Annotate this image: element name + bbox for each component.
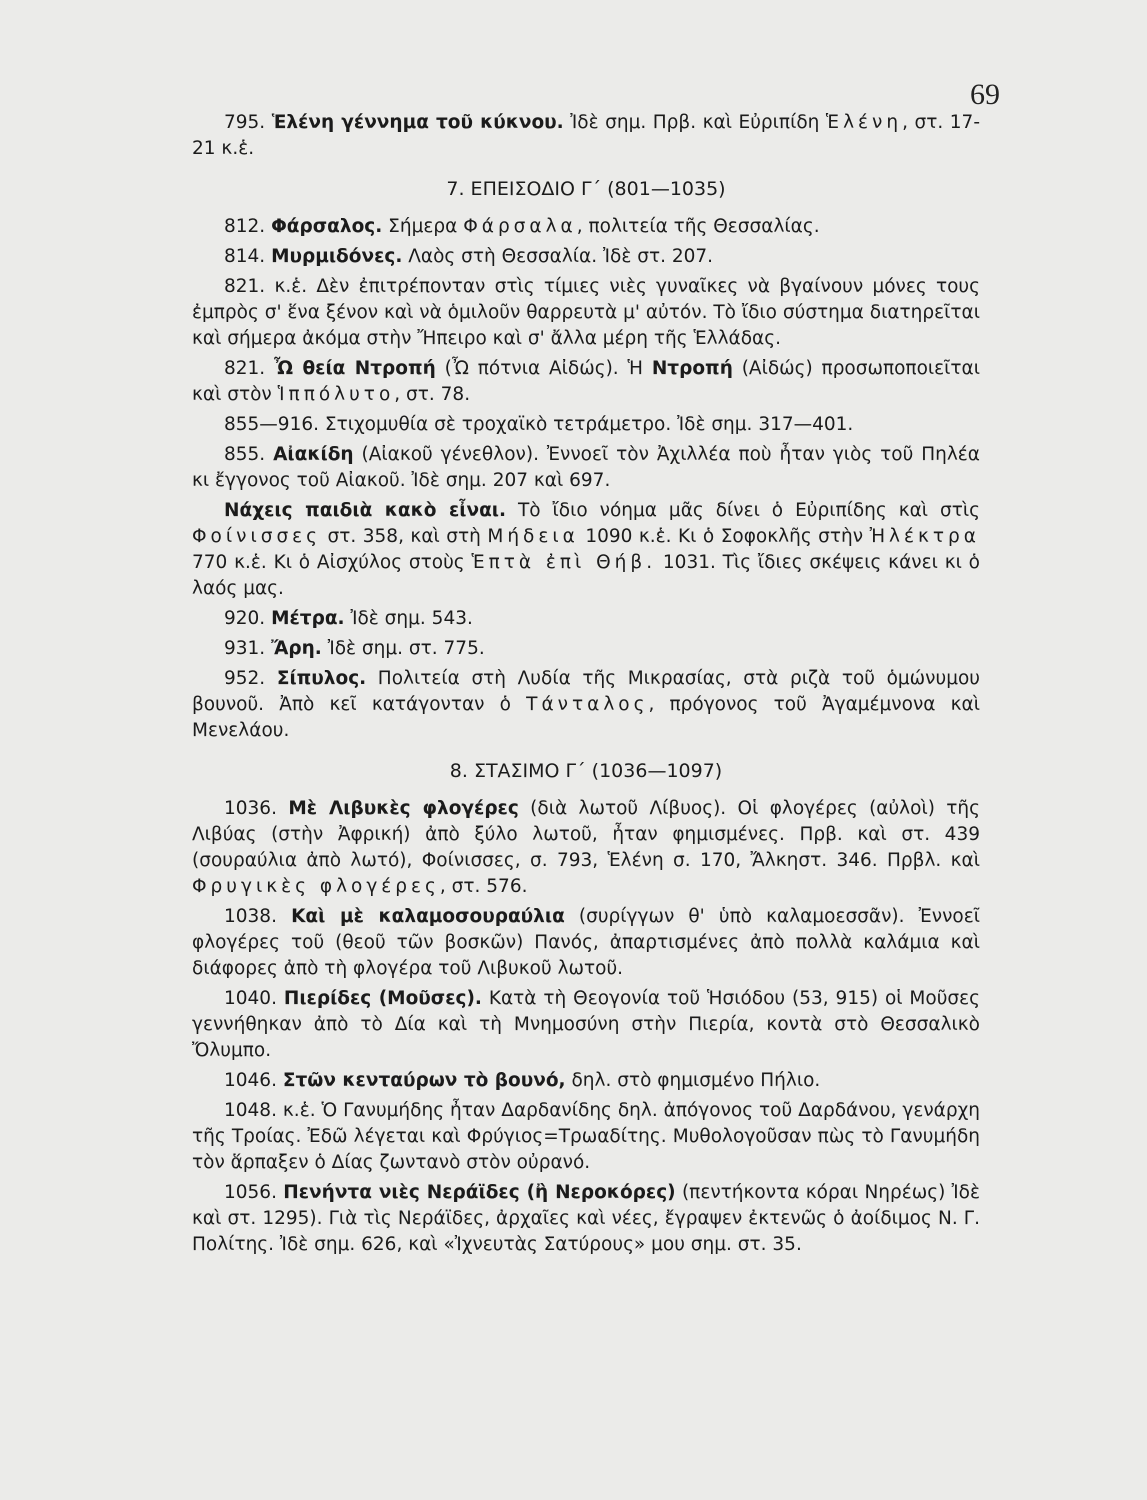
- note-spaced-title: Ἑπτὰ ἐπὶ Θήβ.: [471, 552, 657, 573]
- note-text: (διὰ λωτοῦ Λίβυος). Οἱ φλογέρες (αὐλοὶ) τῆς Λιβύας (στὴν Ἀφρική) ἀπὸ ξύλο λωτοῦ, ἦταν φημισμένες. Πρβ. καὶ στ. 439 (σουραύλια ἀπὸ λωτό), Φοίνισσες, σ. 793, Ἑλένη σ. 170, Ἄλκηστ. 346. Πρβλ. καὶ: [192, 798, 981, 871]
- note-952: [192, 666, 980, 744]
- note-855-916: [192, 412, 980, 438]
- note-1056: [192, 1180, 980, 1258]
- note-795: [192, 110, 980, 162]
- note-text: Πολιτεία στὴ Λυδία τῆς Μικρασίας, στὰ ριζὰ τοῦ ὁμώνυμου βουνοῦ. Ἀπὸ κεῖ κατάγονταν ὁ: [192, 668, 980, 715]
- note-term: Αἰακίδη: [273, 444, 354, 465]
- note-line-number: 931.: [224, 638, 272, 659]
- note-term: Ἑλένη γέννημα τοῦ κύκνου.: [271, 112, 564, 133]
- note-text: , πολιτεία τῆς Θεσσαλίας.: [576, 216, 820, 237]
- note-text: Στιχομυθία σὲ τροχαϊκὸ τετράμετρο. Ἰδὲ σημ. 317—401.: [324, 414, 854, 435]
- note-text: (Ὦ πότνια Αἰδώς). Ἡ: [435, 358, 652, 379]
- note-text: 1031. Τὶς ἴδιες σκέψεις κάνει κι ὁ λαός μας.: [192, 552, 980, 599]
- note-931: [192, 636, 980, 662]
- note-text: Τὸ ἴδιο νόημα μᾶς δίνει ὁ Εὐριπίδης καὶ στὶς: [506, 500, 980, 521]
- note-nachxeis: [192, 498, 980, 602]
- note-812: [192, 214, 980, 240]
- note-text: Ἰδὲ σημ. στ. 775.: [321, 638, 485, 659]
- note-line-number: 952.: [224, 668, 277, 689]
- note-line-number: 1040.: [224, 988, 284, 1009]
- note-1040: [192, 986, 980, 1064]
- note-1036: [192, 796, 980, 900]
- note-term: Ἄρη.: [271, 638, 322, 659]
- note-line-number: 1038.: [224, 906, 292, 927]
- note-spaced-title: Ἠλέκτρα: [869, 526, 980, 547]
- note-term: Ὦ θεία Ντροπή: [274, 358, 436, 379]
- note-term: Νάχεις παιδιὰ κακὸ εἶναι.: [224, 500, 507, 521]
- note-920: [192, 606, 980, 632]
- note-spaced-title: Ἑλένη: [825, 112, 903, 133]
- note-text: (Αἰδώς) προσωποποιεῖται καὶ στὸν: [192, 358, 980, 405]
- note-text: Λαὸς στὴ Θεσσαλία. Ἰδὲ στ. 207.: [402, 246, 714, 267]
- note-term: Φάρσαλος.: [271, 216, 383, 237]
- note-text: , πρόγονος τοῦ Ἀγαμέμνονα καὶ Μενελάου.: [192, 694, 981, 741]
- note-line-number: 812.: [224, 216, 272, 237]
- note-line-number: 1036.: [224, 798, 289, 819]
- note-text: , στ. 17-21 κ.ἑ.: [192, 112, 981, 159]
- note-spaced-title: Φοίνισσες: [192, 526, 322, 547]
- note-line-number: 1046.: [224, 1070, 283, 1091]
- note-term: Σίπυλος.: [276, 668, 367, 689]
- note-1048: [192, 1098, 980, 1176]
- note-1046: [192, 1068, 980, 1094]
- note-text: Κατὰ τὴ Θεογονία τοῦ Ἡσιόδου (53, 915) οἱ Μοῦσες γεννήθηκαν ἀπὸ τὸ Δία καὶ τὴ Μνημοσύνη στὴν Πιερία, κοντὰ στὸ Θεσσαλικὸ Ὄλυμπο.: [192, 988, 981, 1061]
- note-term: Μέτρα.: [271, 608, 345, 629]
- note-855: [192, 442, 980, 494]
- page-number: 69: [970, 78, 1000, 111]
- note-line-number: 821.: [224, 358, 275, 379]
- note-line-number: 814.: [224, 246, 272, 267]
- note-term: Πενήντα νιὲς Νεράϊδες (ἢ Νεροκόρες): [283, 1182, 676, 1203]
- note-text: (συρίγγων θ' ὑπὸ καλαμοεσσᾶν). Ἐννοεῖ φλογέρες τοῦ (θεοῦ τῶν βοσκῶν) Πανός, ἀπαρτισμένες ἀπὸ πολλὰ καλάμια καὶ διάφορες ἀπὸ τὴ φλογέρα τοῦ Λιβυκοῦ λωτοῦ.: [192, 906, 981, 979]
- note-term: Μὲ Λιβυκὲς φλογέρες: [288, 798, 519, 819]
- section-heading-stasimo: 8. ΣΤΑΣΙΜΟ Γ΄ (1036—1097): [449, 760, 723, 782]
- note-text: Σήμερα: [382, 216, 464, 237]
- commentary-notes: [192, 110, 980, 1262]
- note-text: (Αἰακοῦ γένεθλον). Ἐννοεῖ τὸν Ἀχιλλέα ποὺ ἦταν γιὸς τοῦ Πηλέα κι ἔγγονος τοῦ Αἰακοῦ. Ἰδὲ σημ. 207 καὶ 697.: [192, 444, 980, 491]
- note-spaced-title: Φάρσαλα: [463, 216, 577, 237]
- note-text: (πεντήκοντα κόραι Νηρέως) Ἰδὲ καὶ στ. 1295). Γιὰ τὶς Νεράϊδες, ἀρχαῖες καὶ νέες, ἔγραψεν ἐκτενῶς ὁ ἀοίδιμος Ν. Γ. Πολίτης. Ἰδὲ σημ. 626, καὶ «Ἰχνευτὰς Σατύρους» μου σημ. στ. 35.: [192, 1182, 980, 1255]
- note-line-number: 920.: [224, 608, 272, 629]
- note-814: [192, 244, 980, 270]
- note-text: Ἰδὲ σημ. 543.: [344, 608, 473, 629]
- note-821-a: [192, 274, 980, 352]
- note-spaced-title: Ἱππόλυτο: [277, 384, 395, 405]
- note-line-number: 1048.: [224, 1100, 283, 1121]
- note-term: Καὶ μὲ καλαμοσουραύλια: [291, 906, 565, 927]
- note-term: Ντροπή: [651, 358, 733, 379]
- note-text: κ.ἑ. Δὲν ἐπιτρέπονταν στὶς τίμιες νιὲς γυναῖκες νὰ βγαίνουν μόνες τους ἐμπρὸς σ' ἕνα ξένον καὶ νὰ ὁμιλοῦν θαρρευτὰ μ' αὐτόν. Τὸ ἴδιο σύστημα διατηρεῖται καὶ σήμερα ἀκόμα στὴν Ἤπειρο καὶ σ' ἄλλα μέρη τῆς Ἑλλάδας.: [192, 276, 980, 349]
- note-spaced-title: Μήδεια: [487, 526, 579, 547]
- note-line-number: 821.: [224, 276, 275, 297]
- note-line-number: 795.: [224, 112, 272, 133]
- note-text: , στ. 576.: [439, 876, 528, 897]
- note-text: στ. 358, καὶ στὴ: [321, 526, 488, 547]
- note-text: δηλ. στὸ φημισμένο Πήλιο.: [565, 1070, 821, 1091]
- note-line-number: 1056.: [224, 1182, 284, 1203]
- note-text: , στ. 78.: [394, 384, 471, 405]
- note-term: Στῶν κενταύρων τὸ βουνό,: [282, 1070, 566, 1091]
- note-1038: [192, 904, 980, 982]
- note-text: κ.ἑ. Ὁ Γανυμήδης ἦταν Δαρδανίδης δηλ. ἀπόγονος τοῦ Δαρδάνου, γενάρχη τῆς Τροίας. Ἐδῶ λέγεται καὶ Φρύγιος=Τρωαδίτης. Μυθολογοῦσαν πὼς τὸ Γανυμήδη τὸν ἅρπαξεν ὁ Δίας ζωντανὸ στὸν οὐρανό.: [192, 1100, 981, 1173]
- note-line-number: 855—916.: [224, 414, 325, 435]
- note-spaced-title: Φρυγικὲς φλογέρες: [192, 876, 440, 897]
- note-821-b: [192, 356, 980, 408]
- note-text: 1090 κ.ἑ. Κι ὁ Σοφοκλῆς στὴν: [578, 526, 870, 547]
- section-heading-episode: 7. ΕΠΕΙΣΟΔΙΟ Γ΄ (801—1035): [446, 178, 726, 200]
- note-text: Ἰδὲ σημ. Πρβ. καὶ Εὐριπίδη: [563, 112, 826, 133]
- note-line-number: 855.: [224, 444, 274, 465]
- note-text: 770 κ.ἑ. Κι ὁ Αἰσχύλος στοὺς: [192, 552, 472, 573]
- note-term: Μυρμιδόνες.: [271, 246, 403, 267]
- note-term: Πιερίδες (Μοῦσες).: [283, 988, 482, 1009]
- note-spaced-title: Τάνταλος: [526, 694, 649, 715]
